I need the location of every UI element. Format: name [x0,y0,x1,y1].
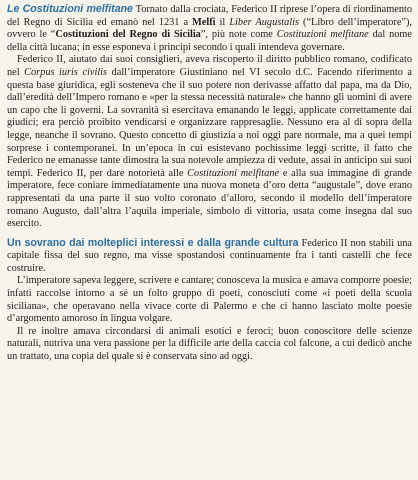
text-run: il [215,16,230,28]
paragraph: L’imperatore sapeva leggere, scrivere e cantare; conosceva la musica e amava comporre poesie; infatti raccolse intorno a sé un folto gruppo di poeti, conosciuti come «i poeti della scuola siciliana», che operavano nella vivace corte di Palermo e che ci hanno lasciato molte poesie d’argomento amoroso in lingua volgare. [7,275,412,325]
italic-term: Corpus iuris civilis [24,66,108,78]
italic-term: Liber Augustalis [229,16,299,28]
text-run: Federico II, aiutato dai suoi consiglieri, aveva riscoperto il diritto pubblico romano, codificato nel [7,54,412,78]
text-run: Tornato dalla crociata, Federico II riprese l’opera di riordinamento del Regno di Sicilia ed emanò nel 1231 a [7,4,412,28]
paragraph [7,237,412,276]
text-run: (“Libro dell’imperatore”), ovvero le “ [7,16,412,41]
italic-term: Costituzioni melfitane [187,167,280,179]
section-costituzioni-melfitane [7,3,412,231]
section-heading: Le Costituzioni melfitane [7,3,133,15]
bold-term: Costituzioni del Regno di Sicilia [55,29,201,41]
paragraph: Il re inoltre amava circondarsi di animali esotici e feroci; buon conoscitore delle scienze naturali, nutriva una vera passione per la difficile arte della caccia col falcone, a cui dedicò anche un trattato, una copia del quale si è conservata sino ad oggi. [7,325,412,363]
text-run: dal nome della città lucana; in esse esponeva i principi secondo i quali intendeva governare. [7,29,412,53]
paragraph [7,3,412,54]
section-sovrano-cultura [7,237,412,364]
bold-term: Melfi [192,16,216,28]
paragraph-body: Federico II non stabilì una capitale fissa del suo regno, ma visse spostandosi continuamente fra i tanti castelli che fece costruire. [7,237,412,274]
paragraph [7,54,412,230]
italic-term: Costituzioni melfitane [276,29,369,41]
text-run: ”, più note come [200,29,277,41]
section-heading: Un sovrano dai molteplici interessi e dalla grande cultura [7,236,299,249]
text-run: dall’imperatore Giustiniano nel VI secolo d.C. Facendo riferimento a questa base giuridica, egli sosteneva che il suo potere non derivasse affatto dal papa, ma da Dio, dall’eredità dell’Impero romano e «per la stessa necessità naturale» che hanno gli uomini di avere un capo che li governi. La sovranità si esercitava emanando le leggi, applicate correttamente dai giudici; era perciò proibito vendicarsi e organizzare rappresaglie. Nessuno era al di sopra della legge, neanche il sovrano. Questo concetto di giustizia a noi oggi pare normale, ma a quei tempi sorprese i contemporanei. In un’epoca in cui esistevano pochissime leggi scritte, il fatto che Federico ne emanasse tante dimostra la sua notevole ampiezza di vedute, assai in anticipo sui suoi tempi. Federico II, per dare notorietà alle [7,66,413,179]
text-run: e alla sua immagine di grande imperatore, fece coniare immediatamente una nuova moneta d’oro detta “augustale”, dove erano rappresentati da una parte il suo volto coronato d’alloro, secondo il modello dell’imperatore romano Augusto, dall’altra l’aquila imperiale, simbolo di vittoria, usata come insegna dal suo esercito. [7,167,413,230]
